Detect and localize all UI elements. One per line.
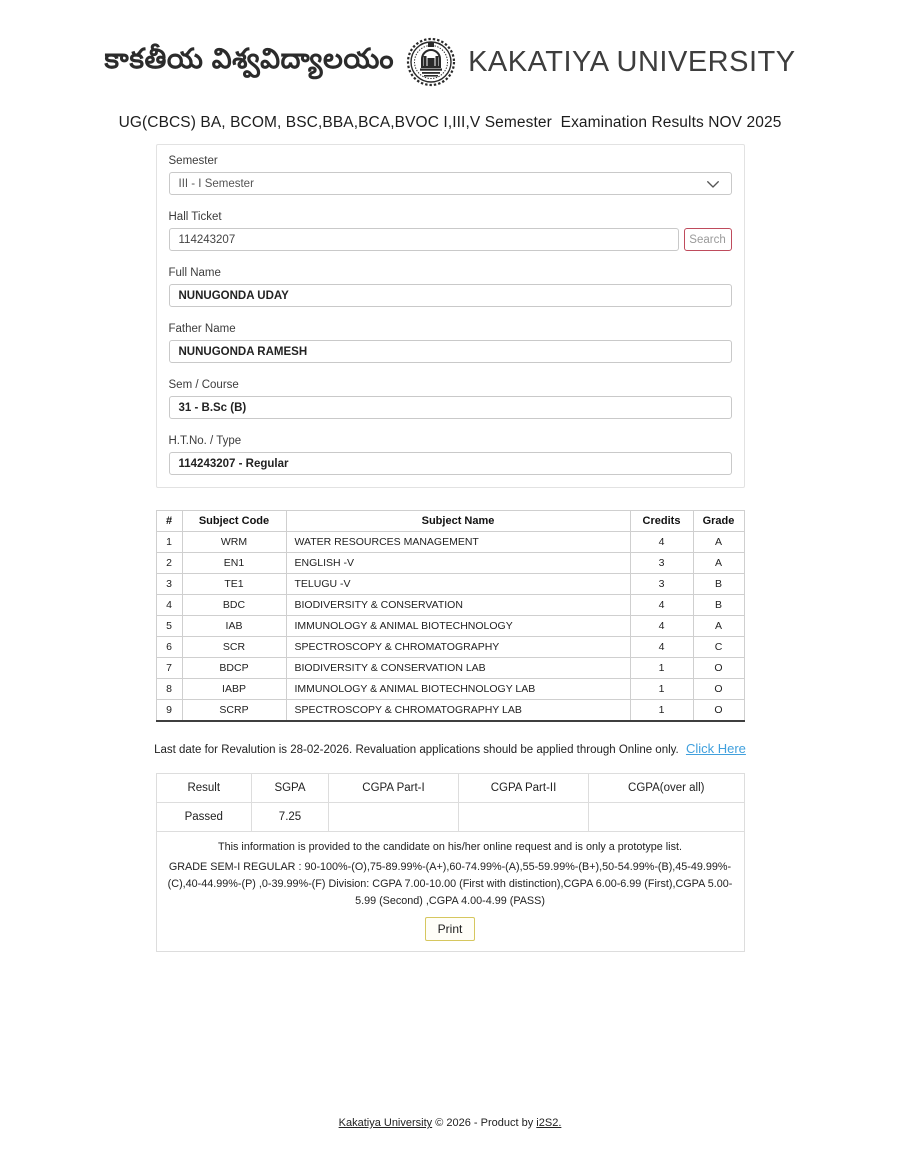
search-form-panel [156,144,745,488]
result-header-cell: SGPA [252,774,329,803]
result-header-cell: CGPA Part-II [459,774,589,803]
grading-scheme-note: GRADE SEM-I REGULAR : 90-100%-(O),75-89.99%-(A+),60-74.99%-(A),55-59.99%-(B+),50-54.99%-(B),45-49.99%-(C),40-44.99%-(P) ,0-39.99%-(F) Division: CGPA 7.00-10.00 (First with distinction),CGPA 6.00-6.99 (First),CGPA 5.00-5.99 (Second) ,CGPA 4.00-4.99 (PASS) [167,861,733,907]
htno-type-field-group [169,435,732,475]
subject-cell: O [693,658,744,679]
subject-cell: 1 [630,679,693,700]
subject-row [156,574,744,595]
subject-cell: TE1 [182,574,286,595]
result-cell [329,803,459,832]
subject-cell: WATER RESOURCES MANAGEMENT [286,532,630,553]
footer [0,1117,900,1129]
subject-cell: C [693,637,744,658]
result-header-cell: CGPA Part-I [329,774,459,803]
subject-cell: 3 [630,574,693,595]
subject-cell: 3 [630,553,693,574]
subject-cell: A [693,616,744,637]
footer-text: © 2026 - Product by [435,1117,534,1129]
subject-cell: B [693,595,744,616]
subject-cell: 1 [630,700,693,722]
semester-field-group [169,155,732,195]
subject-cell: IMMUNOLOGY & ANIMAL BIOTECHNOLOGY [286,616,630,637]
subject-cell: SPECTROSCOPY & CHROMATOGRAPHY LAB [286,700,630,722]
father-name-label: Father Name [168,323,236,335]
subjects-header-cell: Subject Name [286,511,630,532]
subject-row [156,616,744,637]
hall-ticket-field-group [169,211,732,251]
result-cell: Passed [157,803,252,832]
subject-cell: 7 [156,658,182,679]
full-name-field-group [169,267,732,307]
full-name-label: Full Name [168,267,221,279]
subject-cell: IAB [182,616,286,637]
subject-cell: A [693,532,744,553]
result-table [157,774,744,832]
subject-cell: 4 [630,595,693,616]
subject-row [156,553,744,574]
subjects-header-cell: Grade [693,511,744,532]
subject-cell: 4 [630,616,693,637]
revaluation-note [0,741,900,756]
sem-course-field-group [169,379,732,419]
subject-cell: A [693,553,744,574]
semester-label: Semester [168,155,218,167]
subject-cell: TELUGU -V [286,574,630,595]
result-data-row [157,803,744,832]
subjects-table [156,510,745,722]
result-header-cell: CGPA(over all) [589,774,744,803]
subject-cell: BIODIVERSITY & CONSERVATION LAB [286,658,630,679]
subject-cell: BIODIVERSITY & CONSERVATION [286,595,630,616]
father-name-field-group [169,323,732,363]
result-notes [157,832,744,951]
result-header-row [157,774,744,803]
htno-type-value[interactable]: 114243207 - Regular [169,452,732,475]
result-panel [156,773,745,952]
subject-cell: O [693,679,744,700]
result-cell [459,803,589,832]
subject-cell: 1 [156,532,182,553]
subject-cell: 4 [630,532,693,553]
prototype-note: This information is provided to the candidate on his/her online request and is only a prototype list. [218,841,682,853]
father-name-value[interactable]: NUNUGONDA RAMESH [169,340,732,363]
subjects-header-cell: Subject Code [182,511,286,532]
hall-ticket-input[interactable] [169,228,679,251]
sem-course-value[interactable]: 31 - B.Sc (B) [169,396,732,419]
subject-cell: 9 [156,700,182,722]
hall-ticket-label: Hall Ticket [168,211,222,223]
subject-cell: EN1 [182,553,286,574]
semester-select[interactable] [169,172,732,195]
subject-cell: SCRP [182,700,286,722]
full-name-value[interactable]: NUNUGONDA UDAY [169,284,732,307]
subject-cell: IMMUNOLOGY & ANIMAL BIOTECHNOLOGY LAB [286,679,630,700]
htno-type-label: H.T.No. / Type [168,435,242,447]
revaluation-text: Last date for Revalution is 28-02-2026. Revaluation applications should be applied through Online only. [154,744,679,756]
subject-cell: O [693,700,744,722]
result-cell [589,803,744,832]
chevron-down-icon [704,175,722,193]
subject-cell: BDCP [182,658,286,679]
subject-row [156,595,744,616]
subject-cell: SPECTROSCOPY & CHROMATOGRAPHY [286,637,630,658]
subject-cell: SCR [182,637,286,658]
subject-row [156,658,744,679]
subject-row [156,532,744,553]
subject-cell: 2 [156,553,182,574]
subjects-table-body [156,532,744,722]
search-button[interactable]: Search [684,228,732,251]
subject-cell: WRM [182,532,286,553]
subject-cell: B [693,574,744,595]
subject-cell: 6 [156,637,182,658]
subjects-header-cell: # [156,511,182,532]
university-name: KAKATIYA UNIVERSITY [468,45,796,78]
subject-cell: 5 [156,616,182,637]
subject-cell: 4 [156,595,182,616]
revaluation-click-here-link[interactable]: Click Here [685,741,746,756]
subject-row [156,700,744,722]
result-cell: 7.25 [252,803,329,832]
print-button[interactable]: Print [425,917,476,941]
subject-cell: 3 [156,574,182,595]
subjects-header-row [156,511,744,532]
subject-cell: ENGLISH -V [286,553,630,574]
subject-row [156,637,744,658]
result-header-cell: Result [157,774,252,803]
university-seal-icon [406,34,456,90]
footer-university-link[interactable]: Kakatiya University [338,1117,433,1129]
subject-cell: IABP [182,679,286,700]
page-title: UG(CBCS) BA, BCOM, BSC,BBA,BCA,BVOC I,III,V Semester Examination Results NOV 2025 [118,114,782,131]
footer-product-link[interactable]: i2S2. [536,1117,562,1129]
university-name-telugu: కాకతీయ విశ్వవిద్యాలయం [104,42,395,74]
subject-cell: 1 [630,658,693,679]
sem-course-label: Sem / Course [168,379,239,391]
subject-cell: BDC [182,595,286,616]
subject-cell: 8 [156,679,182,700]
subjects-header-cell: Credits [630,511,693,532]
subject-row [156,679,744,700]
semester-selected-value: III - I Semester [178,177,254,190]
header [0,0,900,90]
subject-cell: 4 [630,637,693,658]
